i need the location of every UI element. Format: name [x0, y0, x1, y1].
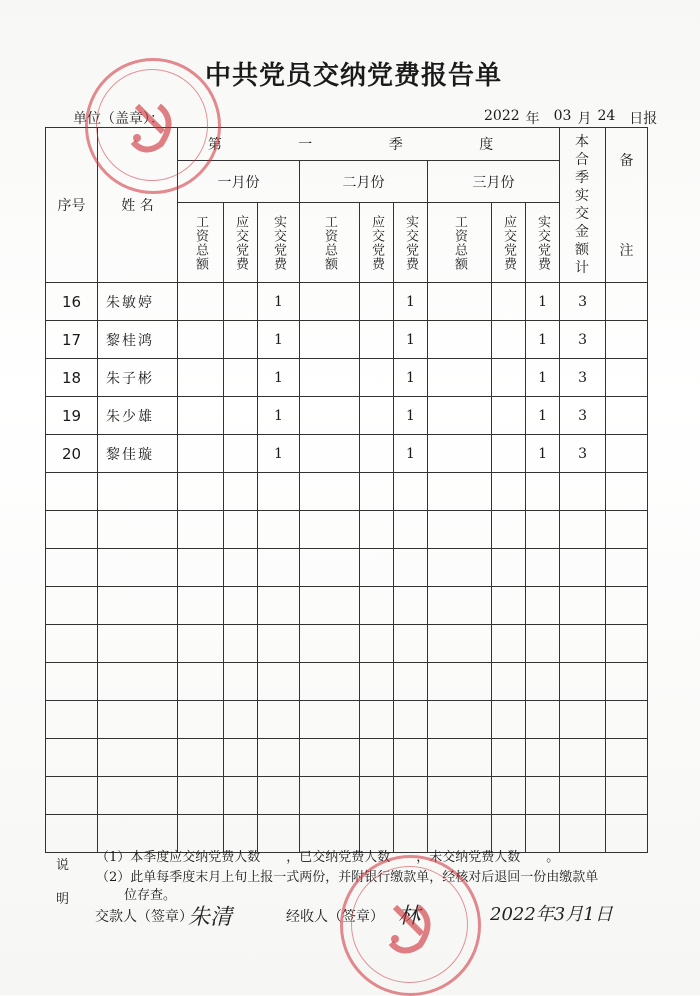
- cell-paid-1: 1: [258, 359, 300, 397]
- empty-cell: [98, 587, 178, 625]
- empty-cell: [606, 473, 648, 511]
- empty-cell: [394, 473, 428, 511]
- empty-cell: [224, 511, 258, 549]
- empty-cell: [428, 549, 492, 587]
- empty-cell: [300, 625, 360, 663]
- empty-cell: [46, 473, 98, 511]
- empty-cell: [300, 473, 360, 511]
- cell-paid-3: 1: [526, 435, 560, 473]
- cell-wage-1: [178, 435, 224, 473]
- cell-remark: [606, 283, 648, 321]
- payer-signature: 朱清: [188, 905, 233, 930]
- table-row-empty: [46, 625, 648, 663]
- note-line-3: 位存查。: [124, 888, 177, 903]
- empty-cell: [360, 777, 394, 815]
- cell-wage-2: [300, 321, 360, 359]
- sub-wage-1-label: 工资总额: [193, 214, 208, 271]
- empty-cell: [98, 739, 178, 777]
- empty-cell: [224, 587, 258, 625]
- empty-cell: [258, 473, 300, 511]
- empty-cell: [178, 739, 224, 777]
- empty-cell: [224, 663, 258, 701]
- empty-cell: [300, 701, 360, 739]
- empty-cell: [258, 663, 300, 701]
- empty-cell: [526, 777, 560, 815]
- cell-wage-3: [428, 283, 492, 321]
- empty-cell: [360, 739, 394, 777]
- header-remark: [606, 128, 648, 283]
- empty-cell: [560, 511, 606, 549]
- remark-bottom: 注: [619, 243, 634, 259]
- row-name: 朱敏婷: [98, 283, 178, 321]
- empty-cell: [428, 587, 492, 625]
- empty-cell: [258, 701, 300, 739]
- empty-cell: [606, 549, 648, 587]
- date-year-unit: 年: [525, 111, 540, 127]
- empty-cell: [526, 663, 560, 701]
- empty-cell: [526, 625, 560, 663]
- table-row-empty: [46, 587, 648, 625]
- cell-due-1: [224, 283, 258, 321]
- empty-cell: [492, 625, 526, 663]
- empty-cell: [300, 663, 360, 701]
- empty-cell: [394, 549, 428, 587]
- empty-cell: [98, 625, 178, 663]
- empty-cell: [428, 663, 492, 701]
- empty-cell: [258, 511, 300, 549]
- cell-wage-3: [428, 397, 492, 435]
- empty-cell: [258, 739, 300, 777]
- empty-cell: [98, 701, 178, 739]
- empty-cell: [526, 511, 560, 549]
- empty-cell: [428, 739, 492, 777]
- empty-cell: [526, 549, 560, 587]
- empty-cell: [394, 701, 428, 739]
- row-index: 18: [46, 359, 98, 397]
- sub-due-3-label: 应交党费: [501, 214, 516, 271]
- empty-cell: [492, 549, 526, 587]
- empty-cell: [394, 739, 428, 777]
- empty-cell: [606, 815, 648, 853]
- header-quarter: [178, 128, 560, 161]
- row-name: 黎桂鸿: [98, 321, 178, 359]
- cell-wage-1: [178, 283, 224, 321]
- empty-cell: [492, 777, 526, 815]
- date-day: 24: [597, 108, 616, 124]
- cell-due-2: [360, 435, 394, 473]
- cell-wage-1: [178, 359, 224, 397]
- empty-cell: [224, 473, 258, 511]
- cell-paid-2: 1: [394, 321, 428, 359]
- row-name: 朱少雄: [98, 397, 178, 435]
- empty-cell: [606, 625, 648, 663]
- empty-cell: [606, 739, 648, 777]
- sub-due-1-label: 应交党费: [233, 214, 248, 271]
- table-row: [46, 283, 648, 321]
- party-branch-seal-top: [85, 58, 221, 194]
- empty-cell: [360, 587, 394, 625]
- empty-cell: [360, 473, 394, 511]
- empty-cell: [300, 777, 360, 815]
- sub-paid-2: [394, 203, 428, 283]
- empty-cell: [394, 587, 428, 625]
- cell-wage-3: [428, 321, 492, 359]
- cell-wage-2: [300, 283, 360, 321]
- sub-paid-2-label: 实交党费: [403, 214, 418, 271]
- cell-due-2: [360, 321, 394, 359]
- empty-cell: [492, 701, 526, 739]
- empty-cell: [360, 701, 394, 739]
- empty-cell: [606, 511, 648, 549]
- empty-cell: [492, 663, 526, 701]
- empty-cell: [98, 511, 178, 549]
- table-body: [46, 283, 648, 853]
- cell-due-3: [492, 321, 526, 359]
- empty-cell: [46, 701, 98, 739]
- sub-wage-3-label: 工资总额: [452, 214, 467, 271]
- row-index: 17: [46, 321, 98, 359]
- receiver-label: 经收人（签章）: [286, 909, 384, 925]
- cell-due-1: [224, 359, 258, 397]
- empty-cell: [46, 739, 98, 777]
- sub-wage-3: [428, 203, 492, 283]
- header-index: 序号: [46, 128, 98, 283]
- empty-cell: [560, 473, 606, 511]
- empty-cell: [178, 587, 224, 625]
- cell-wage-3: [428, 359, 492, 397]
- empty-cell: [98, 473, 178, 511]
- row-index: 20: [46, 435, 98, 473]
- empty-cell: [178, 777, 224, 815]
- cell-due-1: [224, 321, 258, 359]
- dues-table: [45, 127, 648, 853]
- empty-cell: [46, 549, 98, 587]
- cell-remark: [606, 359, 648, 397]
- empty-cell: [46, 625, 98, 663]
- empty-cell: [394, 625, 428, 663]
- empty-cell: [492, 473, 526, 511]
- empty-cell: [258, 625, 300, 663]
- header-month-2: 二月份: [300, 161, 428, 203]
- payer-label: 交款人（签章）: [95, 909, 193, 925]
- cell-paid-2: 1: [394, 359, 428, 397]
- cell-due-2: [360, 359, 394, 397]
- empty-cell: [560, 815, 606, 853]
- empty-cell: [46, 663, 98, 701]
- cell-wage-1: [178, 397, 224, 435]
- document-title: 中共党员交纳党费报告单: [205, 61, 503, 91]
- empty-cell: [98, 549, 178, 587]
- cell-total: 3: [560, 435, 606, 473]
- quarter-label: 第 一 季 度: [207, 137, 530, 153]
- sub-due-2: [360, 203, 394, 283]
- date-month-unit: 月: [577, 111, 592, 127]
- empty-cell: [178, 511, 224, 549]
- cell-due-1: [224, 397, 258, 435]
- empty-cell: [98, 777, 178, 815]
- table-row: [46, 321, 648, 359]
- header-total: [560, 128, 606, 283]
- sub-paid-1: [258, 203, 300, 283]
- empty-cell: [46, 511, 98, 549]
- empty-cell: [560, 663, 606, 701]
- row-name: 黎佳璇: [98, 435, 178, 473]
- sub-wage-2-label: 工资总额: [322, 214, 337, 271]
- table-row-empty: [46, 739, 648, 777]
- cell-wage-2: [300, 397, 360, 435]
- cell-remark: [606, 397, 648, 435]
- sub-wage-2: [300, 203, 360, 283]
- report-date: [484, 108, 657, 128]
- table-row: [46, 435, 648, 473]
- empty-cell: [178, 549, 224, 587]
- row-index: 16: [46, 283, 98, 321]
- row-index: 19: [46, 397, 98, 435]
- cell-due-1: [224, 435, 258, 473]
- empty-cell: [394, 511, 428, 549]
- sub-due-3: [492, 203, 526, 283]
- cell-due-2: [360, 397, 394, 435]
- empty-cell: [98, 663, 178, 701]
- empty-cell: [560, 701, 606, 739]
- empty-cell: [428, 473, 492, 511]
- cell-total: 3: [560, 283, 606, 321]
- empty-cell: [428, 701, 492, 739]
- empty-cell: [526, 739, 560, 777]
- empty-cell: [258, 587, 300, 625]
- cell-remark: [606, 321, 648, 359]
- empty-cell: [526, 701, 560, 739]
- empty-cell: [560, 777, 606, 815]
- empty-cell: [300, 511, 360, 549]
- sub-due-1: [224, 203, 258, 283]
- notes-side-bottom: 明: [56, 892, 70, 907]
- table-row-empty: [46, 511, 648, 549]
- table-row-empty: [46, 701, 648, 739]
- seal-emblem-icon: [340, 855, 475, 990]
- header-month-1: 一月份: [178, 161, 300, 203]
- note-line-2: （2）此单每季度末月上旬上报一式两份，并附银行缴款单，经核对后退回一份由缴款单: [96, 870, 599, 885]
- empty-cell: [560, 587, 606, 625]
- empty-cell: [224, 739, 258, 777]
- table-row: [46, 359, 648, 397]
- cell-due-3: [492, 283, 526, 321]
- empty-cell: [606, 663, 648, 701]
- date-month: 03: [553, 108, 572, 124]
- cell-due-2: [360, 283, 394, 321]
- date-year: 2022: [484, 108, 520, 124]
- empty-cell: [606, 701, 648, 739]
- sub-paid-1-label: 实交党费: [271, 214, 286, 271]
- empty-cell: [360, 663, 394, 701]
- cell-paid-2: 1: [394, 435, 428, 473]
- cell-paid-3: 1: [526, 283, 560, 321]
- empty-cell: [394, 777, 428, 815]
- table-row: [46, 397, 648, 435]
- sub-paid-3-label: 实交党费: [535, 214, 551, 271]
- receiver-signature: 林: [398, 904, 421, 929]
- empty-cell: [178, 473, 224, 511]
- empty-cell: [178, 701, 224, 739]
- sub-paid-3: [526, 203, 560, 283]
- empty-cell: [300, 739, 360, 777]
- note-line-1: （1）本季度应交纳党费人数 ，已交纳党费人数 ，未交纳党费人数 。: [96, 850, 560, 865]
- empty-cell: [606, 777, 648, 815]
- row-name: 朱子彬: [98, 359, 178, 397]
- empty-cell: [526, 587, 560, 625]
- empty-cell: [300, 587, 360, 625]
- table-row-empty: [46, 663, 648, 701]
- cell-paid-1: 1: [258, 435, 300, 473]
- empty-cell: [224, 701, 258, 739]
- empty-cell: [258, 549, 300, 587]
- empty-cell: [178, 663, 224, 701]
- table-row-empty: [46, 777, 648, 815]
- cell-due-3: [492, 359, 526, 397]
- cell-paid-3: 1: [526, 397, 560, 435]
- empty-cell: [526, 473, 560, 511]
- cell-paid-1: 1: [258, 283, 300, 321]
- table-row-empty: [46, 549, 648, 587]
- empty-cell: [428, 625, 492, 663]
- cell-paid-3: 1: [526, 321, 560, 359]
- cell-paid-3: 1: [526, 359, 560, 397]
- empty-cell: [606, 587, 648, 625]
- empty-cell: [360, 511, 394, 549]
- empty-cell: [492, 739, 526, 777]
- empty-cell: [560, 739, 606, 777]
- empty-cell: [360, 549, 394, 587]
- empty-cell: [224, 777, 258, 815]
- unit-stamp-label: 单位（盖章）：: [73, 111, 164, 127]
- empty-cell: [46, 777, 98, 815]
- cell-paid-2: 1: [394, 397, 428, 435]
- empty-cell: [428, 511, 492, 549]
- cell-remark: [606, 435, 648, 473]
- empty-cell: [428, 777, 492, 815]
- cell-wage-2: [300, 435, 360, 473]
- date-day-unit: 日报: [629, 111, 658, 127]
- cell-total: 3: [560, 397, 606, 435]
- empty-cell: [394, 663, 428, 701]
- cell-total: 3: [560, 321, 606, 359]
- seal-emblem-icon: [85, 58, 215, 188]
- empty-cell: [360, 625, 394, 663]
- cell-wage-1: [178, 321, 224, 359]
- empty-cell: [178, 625, 224, 663]
- empty-cell: [46, 587, 98, 625]
- header-name: 姓 名: [98, 128, 178, 283]
- empty-cell: [560, 549, 606, 587]
- empty-cell: [560, 625, 606, 663]
- notes-side-top: 说: [56, 858, 70, 873]
- empty-cell: [258, 777, 300, 815]
- remark-top: 备: [619, 153, 634, 169]
- cell-paid-2: 1: [394, 283, 428, 321]
- sub-due-2-label: 应交党费: [369, 214, 384, 271]
- cell-due-3: [492, 397, 526, 435]
- header-month-3: 三月份: [428, 161, 560, 203]
- empty-cell: [224, 625, 258, 663]
- cell-wage-2: [300, 359, 360, 397]
- empty-cell: [300, 549, 360, 587]
- cell-due-3: [492, 435, 526, 473]
- cell-wage-3: [428, 435, 492, 473]
- cell-paid-1: 1: [258, 321, 300, 359]
- empty-cell: [224, 549, 258, 587]
- handwritten-date: 2022年3月1日: [490, 904, 613, 925]
- party-branch-seal-bottom: [340, 855, 481, 996]
- sub-wage-1: [178, 203, 224, 283]
- empty-cell: [492, 587, 526, 625]
- cell-paid-1: 1: [258, 397, 300, 435]
- empty-cell: [492, 511, 526, 549]
- total-label: 本合季实交金额计: [575, 134, 591, 276]
- cell-total: 3: [560, 359, 606, 397]
- empty-cell: [46, 815, 98, 853]
- table-row-empty: [46, 473, 648, 511]
